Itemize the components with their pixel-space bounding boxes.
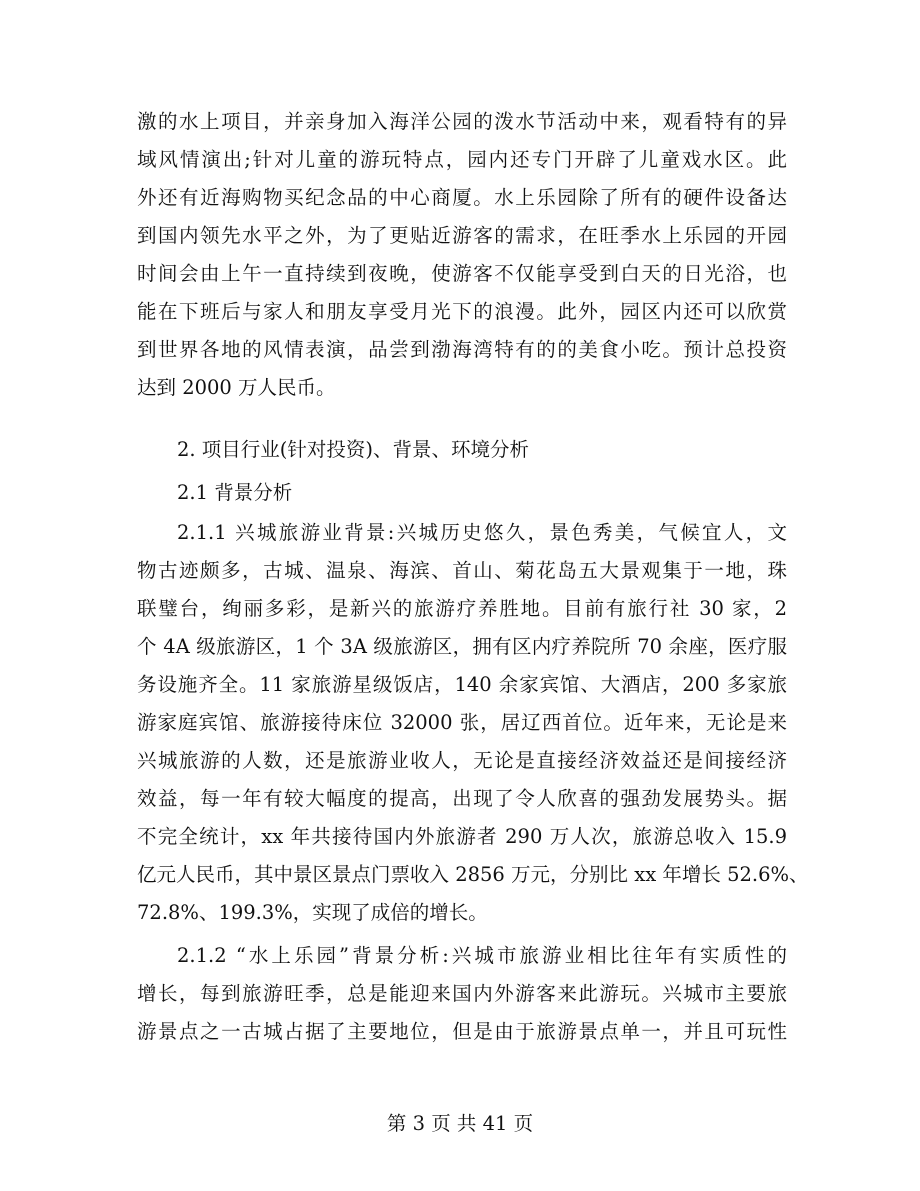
subsection-heading: 2.1 背景分析: [177, 481, 293, 504]
body-text-line: 个 4A 级旅游区，1 个 3A 级旅游区，拥有区内疗养院所 70 余座，医疗服: [137, 635, 787, 658]
body-text-line: 2.1.1 兴城旅游业背景:兴城历史悠久，景色秀美，气候宜人，文: [177, 521, 787, 544]
body-text-line: 物古迹颇多，古城、温泉、海滨、首山、菊花岛五大景观集于一地，珠: [137, 559, 787, 582]
body-text-line: 不完全统计，xx 年共接待国内外旅游者 290 万人次，旅游总收入 15.9: [137, 825, 787, 848]
body-text-line: 游景点之一古城占据了主要地位，但是由于旅游景点单一，并且可玩性: [137, 1020, 787, 1043]
body-text-line: 务设施齐全。11 家旅游星级饭店，140 余家宾馆、大酒店，200 多家旅: [137, 673, 787, 696]
body-text-line: 达到 2000 万人民币。: [137, 376, 336, 399]
body-text-line: 激的水上项目，并亲身加入海洋公园的泼水节活动中来，观看特有的异: [137, 110, 787, 133]
section-heading: 2. 项目行业(针对投资)、背景、环境分析: [177, 438, 530, 461]
body-text-line: 亿元人民币，其中景区景点门票收入 2856 万元，分别比 xx 年增长 52.6%、: [137, 863, 809, 886]
body-text-line: 2.1.2 “水上乐园”背景分析:兴城市旅游业相比往年有实质性的: [177, 944, 787, 967]
body-text-line: 到国内领先水平之外，为了更贴近游客的需求，在旺季水上乐园的开园: [137, 224, 787, 247]
body-text-line: 域风情演出;针对儿童的游玩特点，园内还专门开辟了儿童戏水区。此: [137, 148, 787, 171]
body-text-line: 联璧台，绚丽多彩，是新兴的旅游疗养胜地。目前有旅行社 30 家，2: [137, 597, 787, 620]
body-text-line: 兴城旅游的人数，还是旅游业收人，无论是直接经济效益还是间接经济: [137, 749, 787, 772]
body-text-line: 到世界各地的风情表演，品尝到渤海湾特有的的美食小吃。预计总投资: [137, 338, 787, 361]
body-text-line: 72.8%、199.3%，实现了成倍的增长。: [137, 901, 488, 924]
body-text-line: 能在下班后与家人和朋友享受月光下的浪漫。此外，园区内还可以欣赏: [137, 300, 787, 323]
body-text-line: 外还有近海购物买纪念品的中心商厦。水上乐园除了所有的硬件设备达: [137, 186, 787, 209]
body-text-line: 效益，每一年有较大幅度的提高，出现了令人欣喜的强劲发展势头。据: [137, 787, 787, 810]
body-text-line: 时间会由上午一直持续到夜晚，使游客不仅能享受到白天的日光浴，也: [137, 262, 787, 285]
page-footer: 第 3 页 共 41 页: [386, 1112, 534, 1135]
body-text-line: 增长，每到旅游旺季，总是能迎来国内外游客来此游玩。兴城市主要旅: [137, 982, 787, 1005]
body-text-line: 游家庭宾馆、旅游接待床位 32000 张，居辽西首位。近年来，无论是来: [137, 711, 787, 734]
